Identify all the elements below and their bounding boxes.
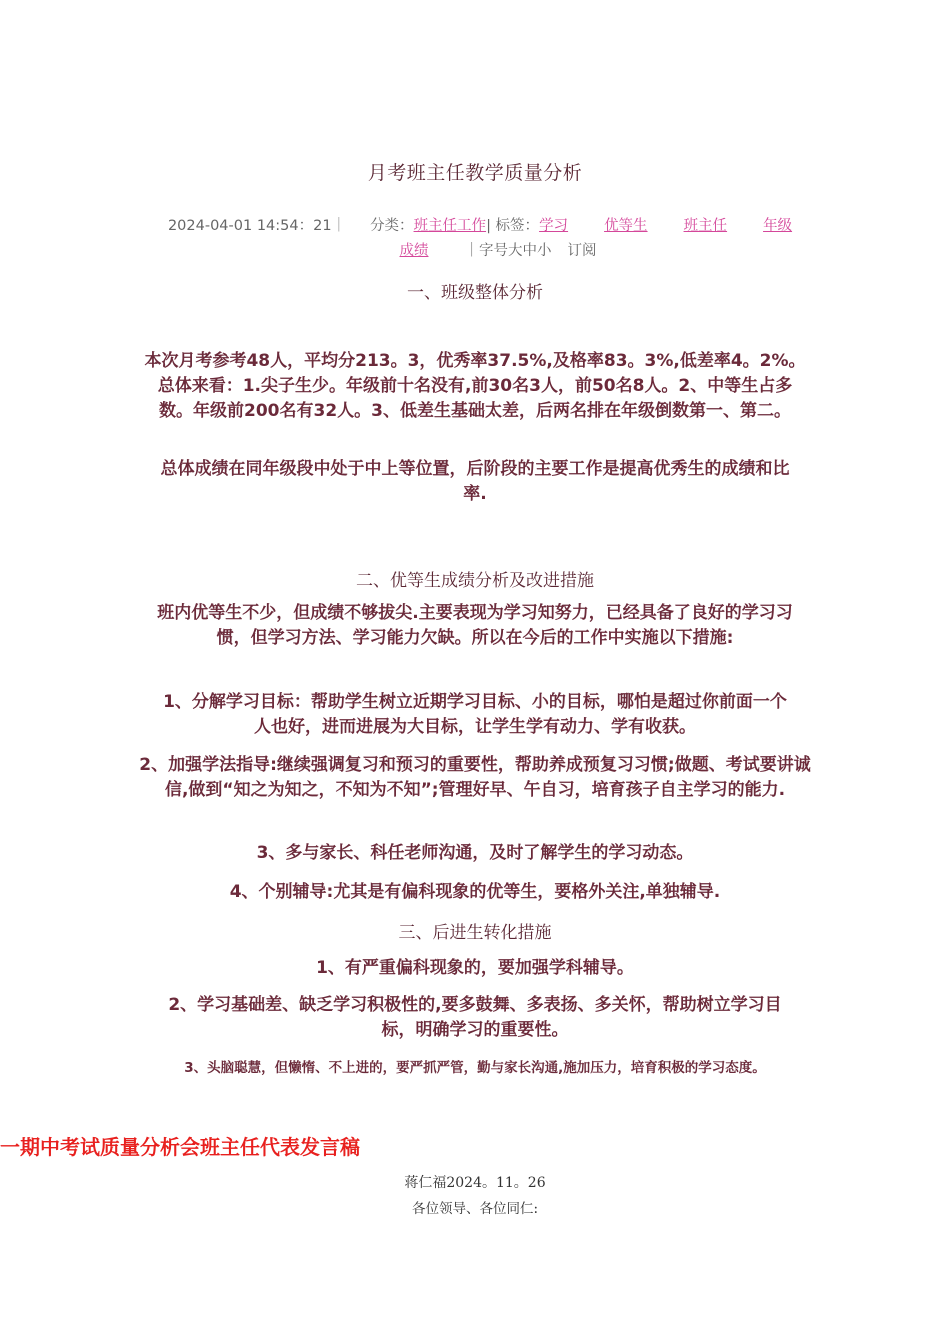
speech-author-date: 蒋仁福2024。11。26 xyxy=(404,1175,546,1191)
font-size-control[interactable]: ｜字号大中小 xyxy=(464,243,552,259)
section2-item2: 2、加强学法指导:继续强调复习和预习的重要性，帮助养成预复习习惯;做题、考试要讲诚信,做到“知之为知之，不知为不知”;管理好早、午自习，培育孩子自主学习的能力. xyxy=(139,755,811,800)
post-meta xyxy=(150,214,810,264)
post-datetime: 2024-04-01 14:54：21 xyxy=(167,218,332,234)
section3-heading: 三、后进生转化措施 xyxy=(398,923,552,943)
tag-link[interactable]: 成绩 xyxy=(399,243,429,259)
section2-item3: 3、多与家长、科任老师沟通，及时了解学生的学习动态。 xyxy=(256,843,694,863)
section2-item1: 1、分解学习目标：帮助学生树立近期学习目标、小的目标，哪怕是超过你前面一个人也好，进而进展为大目标，让学生学有动力、学有收获。 xyxy=(163,692,787,737)
tag-link[interactable]: 班主任 xyxy=(683,218,728,234)
section1-paragraph1: 本次月考参考48人，平均分213。3，优秀率37.5%,及格率83。3%,低差率4。2%。总体来看：1.尖子生少。年级前十名没有,前30名3人，前50名8人。2、中等生占多数。年级前200名有32人。3、低差生基础太差，后两名排在年级倒数第一、第二。 xyxy=(144,351,806,421)
section1-paragraph2: 总体成绩在同年级段中处于中上等位置，后阶段的主要工作是提高优秀生的成绩和比率. xyxy=(160,459,790,504)
page-title: 月考班主任教学质量分析 xyxy=(367,162,583,184)
section3-item2: 2、学习基础差、缺乏学习积极性的,要多鼓舞、多表扬、多关怀，帮助树立学习目标，明确学习的重要性。 xyxy=(168,995,782,1040)
category-link[interactable]: 班主任工作 xyxy=(413,218,487,234)
meta-divider: ｜ xyxy=(331,218,347,234)
category-label: 分类： xyxy=(370,218,414,234)
section1-heading: 一、班级整体分析 xyxy=(407,283,543,303)
speech-title: 一期中考试质量分析会班主任代表发言稿 xyxy=(0,1135,360,1159)
tag-link[interactable]: 年级 xyxy=(763,218,793,234)
section2-intro: 班内优等生不少，但成绩不够拔尖.主要表现为学习知努力，已经具备了良好的学习习惯，但学习方法、学习能力欠缺。所以在今后的工作中实施以下措施: xyxy=(157,603,793,648)
section2-heading: 二、优等生成绩分析及改进措施 xyxy=(356,571,594,591)
tag-link[interactable]: 优等生 xyxy=(604,218,648,234)
tag-link[interactable]: 学习 xyxy=(539,218,569,234)
section3-item3: 3、头脑聪慧，但懒惰、不上进的，要严抓严管，勤与家长沟通,施加压力，培育积极的学习态度。 xyxy=(184,1060,766,1076)
section2-item4: 4、个别辅导:尤其是有偏科现象的优等生，要格外关注,单独辅导. xyxy=(229,882,721,902)
speech-greeting: 各位领导、各位同仁: xyxy=(411,1201,539,1217)
tags-label: | 标签： xyxy=(486,218,540,234)
section3-item1: 1、有严重偏科现象的，要加强学科辅导。 xyxy=(316,958,634,978)
subscribe-link[interactable]: 订阅 xyxy=(567,243,597,259)
